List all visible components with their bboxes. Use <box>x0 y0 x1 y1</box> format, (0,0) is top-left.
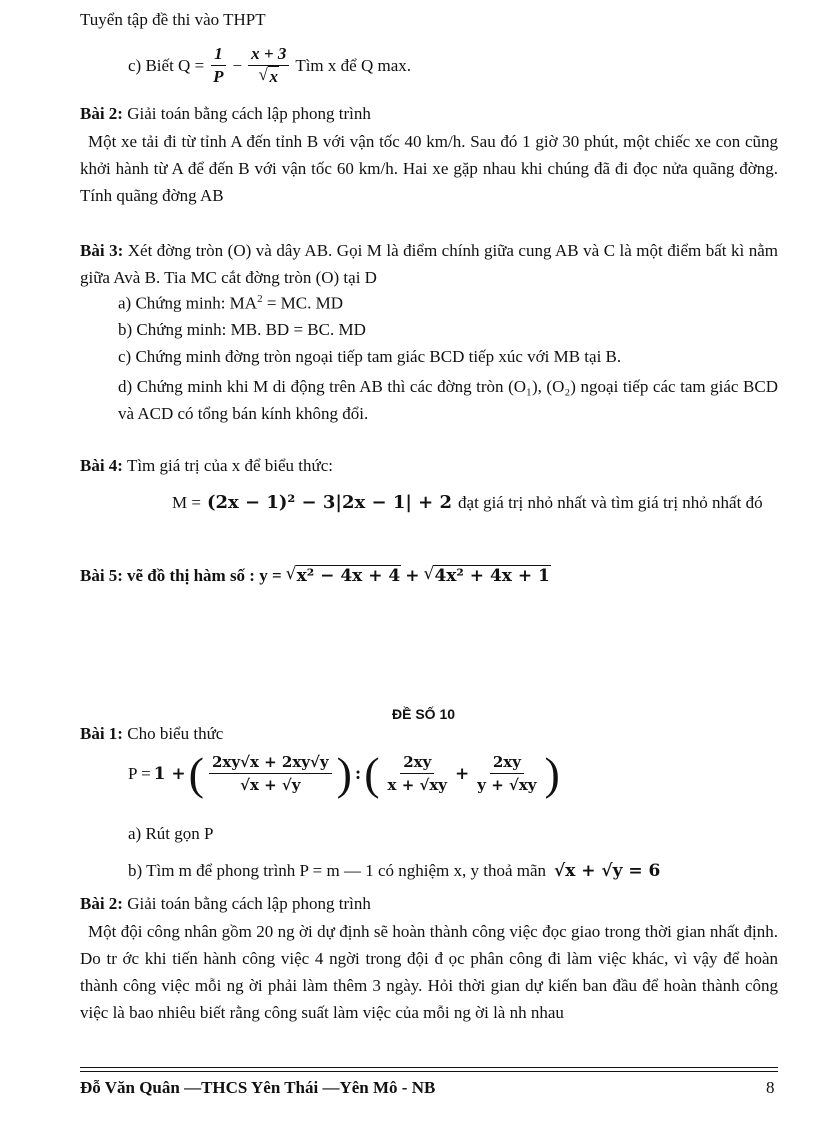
part-c-label: c) Biết Q = <box>128 55 205 75</box>
part-c-text: Tìm x để Q max. <box>295 55 411 75</box>
d10-bai1-item-b <box>128 861 660 881</box>
d10-bai2-text: Một đội công nhân gồm 20 ng ời dự định sẽ hoàn thành công việc đọc giao trong thời gian nhất định. Do tr ớc khi tiến hành công việc 4 ngời trong đội đ ọc phân công đi làm việc khác, vì vậy để hoàn thành công việc mỗi ng ời phải làm thêm 3 ngày. Hỏi thời gian dự kiến ban đầu để hoàn thành công việc là bao nhiêu biết rằng công suất làm việc của mỗi ng ời là nh nhau <box>80 922 778 1022</box>
bai3-a-suffix: = MC. MD <box>262 293 344 313</box>
footer-author: Đỗ Văn Quân —THCS Yên Thái —Yên Mô - NB <box>80 1078 436 1097</box>
fraction-third <box>474 752 539 795</box>
d10-bai1-heading <box>80 724 223 744</box>
minus-sign: − <box>232 55 243 75</box>
sqrt-radicand: x² − 4x + 4 <box>296 566 401 586</box>
paren-left: ( <box>188 747 204 799</box>
colon-sign: : <box>354 763 362 784</box>
fraction-main <box>209 752 332 795</box>
fraction-numerator: 1 <box>211 44 226 66</box>
fraction-numerator: 2xy <box>490 752 524 774</box>
d10-bai1-b-condition: √x + √y = 6 <box>554 861 661 881</box>
bai4-formula-line <box>172 492 763 513</box>
bai5-line <box>80 566 551 586</box>
footer-rule-bottom <box>80 1071 778 1072</box>
p-label: P = <box>128 763 151 783</box>
paren-right: ) <box>544 747 560 799</box>
fraction-numerator: 2xy <box>400 752 434 774</box>
paren-right: ) <box>336 747 352 799</box>
bai2-heading <box>80 104 371 124</box>
d10-bai1-b-text: b) Tìm m để phong trình P = m — 1 có nghiệm x, y thoả mãn <box>128 861 547 880</box>
d10-bai2-label: Bài 2: <box>80 894 123 913</box>
bai4-m-label: M = <box>172 492 201 512</box>
d10-bai1-label: Bài 1: <box>80 724 123 743</box>
fraction-denominator: P <box>213 67 224 86</box>
exam-title: ĐỀ SỐ 10 <box>392 706 456 722</box>
fraction-numerator: 2xy√x + 2xy√y <box>209 752 332 774</box>
d10-bai2-heading <box>80 894 371 914</box>
bai3-item-c: c) Chứng minh đờng tròn ngoại tiếp tam giác BCD tiếp xúc với MB tại B. <box>118 347 622 366</box>
d10-bai1-title: Cho biểu thức <box>127 724 224 743</box>
bai5-sqrt-1 <box>286 566 402 586</box>
fraction-denominator: y + √xy <box>477 776 537 794</box>
footer-rule-top <box>80 1067 778 1068</box>
bai3-item-d: d) Chứng minh khi M di động trên AB thì các đờng tròn (O₁), (O₂) ngoại tiếp các tam giác BCD và ACD có tổng bán kính không đổi. <box>118 377 778 423</box>
paren-left: ( <box>364 747 380 799</box>
bai5-text: vẽ đồ thị hàm số : y = <box>126 566 282 585</box>
bai3-text: Xét đờng tròn (O) và dây AB. Gọi M là điểm chính giữa cung AB và C là một điểm bất kì nằm giữa Avà B. Tia MC cắt đờng tròn (O) tại D <box>80 241 779 287</box>
bai3-item-a <box>118 293 343 314</box>
bai3-a-prefix: a) Chứng minh: MA <box>118 293 258 313</box>
one-plus: 1 + <box>153 763 186 784</box>
fraction-second <box>385 752 450 795</box>
bai3-item-b: b) Chứng minh: MB. BD = BC. MD <box>118 320 366 339</box>
bai4-text: đạt giá trị nhỏ nhất và tìm giá trị nhỏ nhất đó <box>458 492 763 512</box>
p-expression <box>128 747 560 799</box>
fraction-numerator: x + 3 <box>248 44 289 66</box>
plus-sign: + <box>455 763 470 784</box>
bai4-label: Bài 4: <box>80 456 123 475</box>
page-header: Tuyển tập đề thi vào THPT <box>80 10 266 29</box>
bai3-a-sup: 2 <box>257 293 263 305</box>
fraction-denominator: x + √xy <box>387 776 448 794</box>
bai5-label: Bài 5: <box>80 566 123 585</box>
fraction-1-over-p <box>210 44 226 87</box>
bai4-title: Tìm giá trị của x để biểu thức: <box>126 456 334 475</box>
d10-bai1-item-a: a) Rút gọn P <box>128 824 214 843</box>
sqrt-radicand: x <box>269 67 278 86</box>
page-number: 8 <box>766 1078 775 1097</box>
bai2-label: Bài 2: <box>80 104 123 123</box>
bai2-title: Giải toán bằng cách lập phong trình <box>127 104 371 123</box>
sqrt-radicand: 4x² + 4x + 1 <box>434 566 550 586</box>
fraction-denominator <box>255 66 282 87</box>
part-c-line <box>128 44 411 87</box>
d10-bai2-title: Giải toán bằng cách lập phong trình <box>127 894 371 913</box>
fraction-x-plus-3 <box>248 44 289 87</box>
bai2-text: Một xe tải đi từ tỉnh A đến tỉnh B với vận tốc 40 km/h. Sau đó 1 giờ 30 phút, một chiếc xe con cũng khởi hành từ A để đến B với vận tốc 60 km/h. Hai xe gặp nhau khi chúng đã đi đọc nửa quãng đờng. Tính quãng đờng AB <box>80 132 778 205</box>
fraction-denominator: √x + √y <box>240 776 301 794</box>
bai4-heading <box>80 456 333 476</box>
bai5-sqrt-2 <box>423 566 550 586</box>
plus-sign: + <box>405 566 420 586</box>
bai4-formula: (2x − 1)² − 3|2x − 1| + 2 <box>206 492 453 513</box>
bai3-label: Bài 3: <box>80 241 124 260</box>
bai3-paragraph <box>80 237 778 291</box>
